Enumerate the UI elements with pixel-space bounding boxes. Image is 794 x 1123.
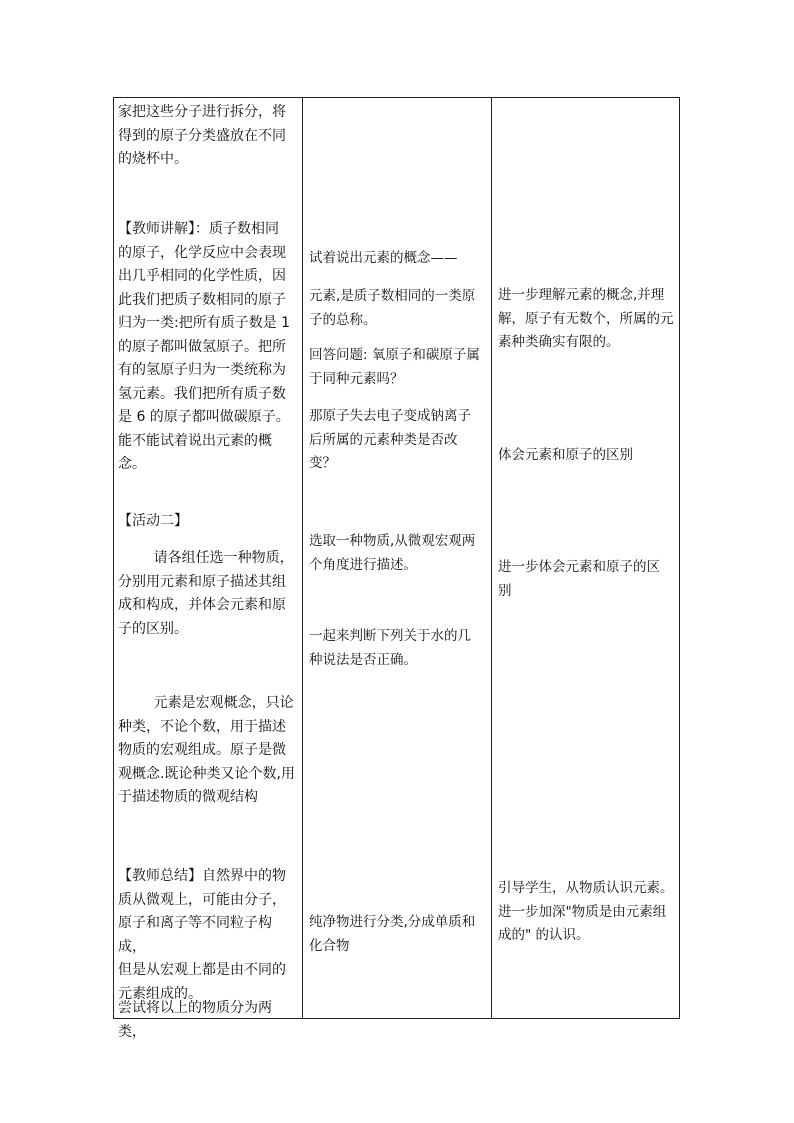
student-activity-column: [303, 98, 491, 1018]
paragraph-question-sodium-ion: 那原子失去电子变成钠离子 后所属的元素种类是否改 变？: [309, 408, 471, 471]
paragraph-judge-water: 一起来判断下列关于水的几 种说法是否正确。: [309, 628, 471, 668]
paragraph-element-vs-atom: 元素是宏观概念，只论 种类，不论个数，用于描述 物质的宏观组成。原子是微 观概念.既论种类又论个数,用 于描述物质的微观结构: [118, 695, 295, 805]
paragraph-element-atom-difference-further: 进一步体会元素和原子的区 别: [498, 559, 660, 599]
paragraph-question-oxygen-carbon: 回答问题: 氧原子和碳原子属 于同种元素吗？: [309, 347, 480, 387]
paragraph-guide-students: 引导学生，从物质认识元素。 进一步加深"物质是由元素组 成的" 的认识。: [498, 880, 674, 943]
paragraph-element-atom-difference: 体会元素和原子的区别: [498, 447, 633, 463]
paragraph-define-element: 试着说出元素的概念——: [309, 250, 458, 266]
paragraph-activity-two-heading: 【活动二】: [118, 513, 188, 529]
teacher-activity-column: [114, 98, 302, 1040]
paragraph-classify-pure: 纯净物进行分类,分成单质和 化合物: [309, 914, 476, 954]
design-intent-column: [492, 98, 680, 1018]
paragraph-classify-prompt: 尝试将以上的物质分为两类，: [118, 1000, 272, 1040]
paragraph-understand-element: 进一步理解元素的概念,并理 解，原子有无数个，所属的元 素种类确实有限的。: [498, 287, 674, 350]
paragraph-element-definition: 元素,是质子数相同的一类原 子的总称。: [309, 288, 476, 328]
lesson-plan-table: [113, 97, 680, 1040]
paragraph-teacher-explanation: 【教师讲解】：质子数相同 的原子，化学反应中会表现 出几乎相同的化学性质，因 此我们把质子数相同的原子 归为一类:把所有质子数是 1 的原子都叫做氢原子。把所 有的氢原子归为一类统称为 氢元素。我们把所有质子数 是 6 的原子都叫做碳原子。 能不能试着说出元素的概念。: [118, 221, 291, 472]
paragraph-describe-substance: 选取一种物质,从微观宏观两 个角度进行描述。: [309, 533, 476, 573]
paragraph-split-molecules: 家把这些分子进行拆分，将 得到的原子分类盛放在不同 的烧杯中。: [118, 104, 286, 167]
paragraph-activity-two-task: 请各组任选一种物质， 分别用元素和原子描述其组 成和构成，并体会元素和原 子的区别。: [118, 550, 294, 637]
paragraph-teacher-summary: 【教师总结】自然界中的物 质从微观上，可能由分子， 原子和离子等不同粒子构成， 但是从宏观上都是由不同的 元素组成的。: [118, 868, 286, 1002]
